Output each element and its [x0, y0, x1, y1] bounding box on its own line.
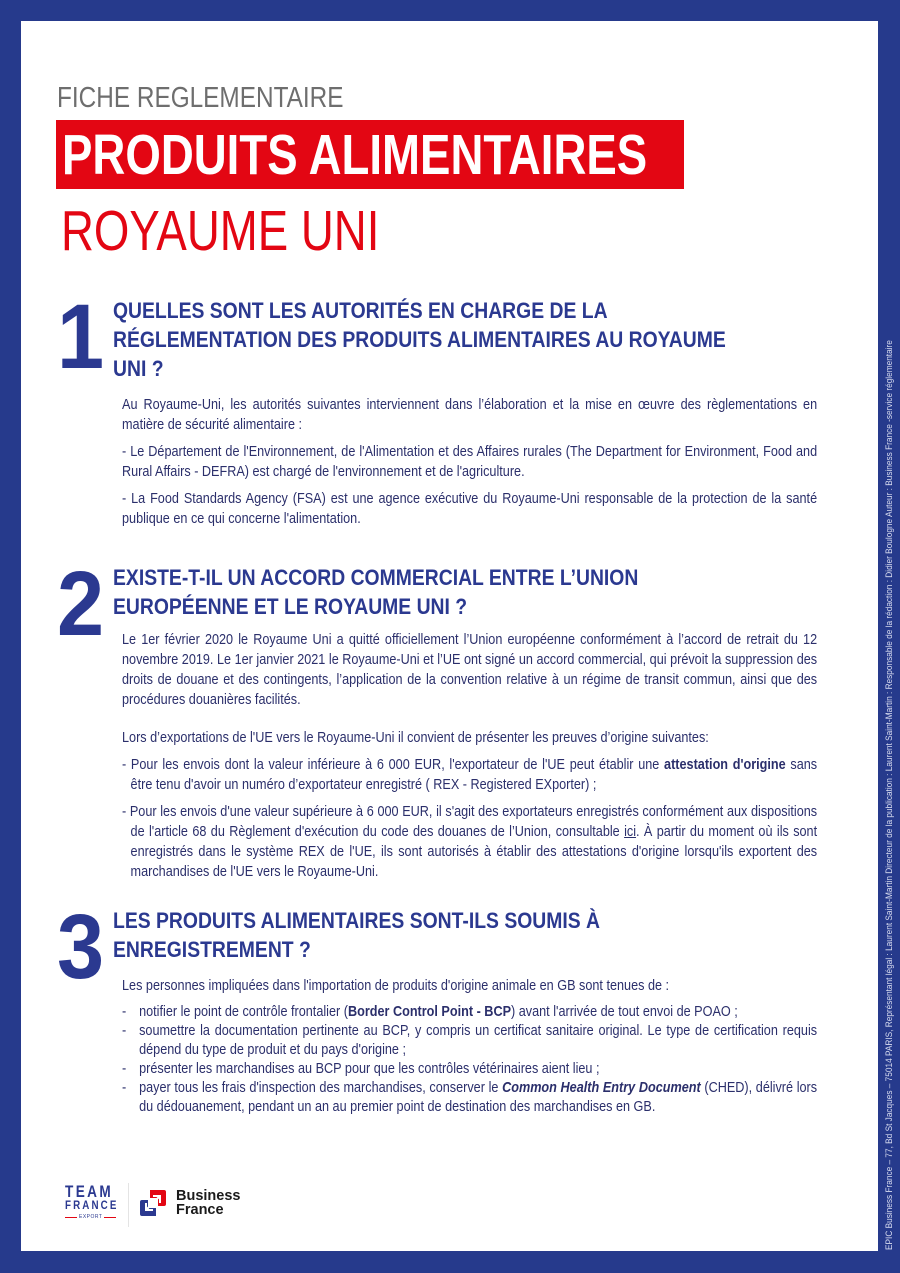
list-item	[122, 1079, 817, 1117]
consultable-ici-link[interactable]: ici	[624, 824, 637, 840]
text: . À partir du moment où ils sont enregistrés dans le système REX de l'UE, ils sont autorisés à établir des attestations d'origine lorsqu'ils exportent des marchandises de l'UE vers le Royaume-Uni.	[130, 824, 818, 880]
section-3-list	[122, 1003, 817, 1117]
section-3-lead: Les personnes impliquées dans l'importation de produits d'origine animale en GB sont tenues de :	[122, 978, 670, 994]
dash: -	[122, 1080, 127, 1096]
section-3-title	[113, 906, 827, 964]
logo-divider	[128, 1183, 129, 1227]
logo-text: Business	[176, 1188, 241, 1204]
title-banner	[56, 120, 684, 189]
section-2-item-1	[122, 755, 817, 795]
dash: -	[122, 1023, 127, 1039]
business-france-arrow-icon	[138, 1188, 168, 1218]
section-2-title	[113, 563, 827, 621]
bold-text: attestation d'origine	[664, 757, 786, 773]
section-3-number: 3	[57, 896, 105, 998]
section-3-title-line: LES PRODUITS ALIMENTAIRES SONT-ILS SOUMIS À	[113, 908, 601, 933]
list-item	[122, 1022, 817, 1060]
section-2-body	[122, 630, 817, 882]
bold-text: Border Control Point - BCP	[347, 1004, 512, 1020]
section-1-paragraph: - Le Département de l'Environnement, de l'Alimentation et des Affaires rurales (The Department for Environment, Food and Rural Affairs - DEFRA) est chargé de l'environnement et de l'agriculture.	[122, 444, 818, 480]
logo-text: TEAM	[65, 1182, 114, 1201]
text: - Pour les envois d'une valeur supérieure à 6 000 EUR, il s'agit des exportateurs enregistrés conformément aux dispositions de l'article 68 du Règlement d'exécution du code des douanes de l’Union, consultable	[122, 804, 818, 840]
logo-text: France	[176, 1202, 224, 1218]
list-item	[122, 1003, 817, 1022]
section-1-title-line: UNI ?	[113, 356, 164, 381]
section-2-title-line: EUROPÉENNE ET LE ROYAUME UNI ?	[113, 594, 468, 619]
text: - Pour les envois dont la valeur inférieure à 6 000 EUR, l'exportateur de l'UE peut établir une	[122, 757, 665, 773]
logo-text: FRANCE	[65, 1200, 119, 1212]
list-item	[122, 1060, 817, 1079]
side-legal-notice	[879, 280, 899, 1250]
section-1-number: 1	[57, 286, 105, 388]
team-france-export-logo	[65, 1183, 121, 1231]
section-2-intro: Le 1er février 2020 le Royaume Uni a quitté officiellement l’Union européenne conformément à l’accord de retrait du 12 novembre 2019. Le 1er janvier 2021 le Royaume-Uni et l’UE ont signé un accord commercial, qui prévoit la suppression des droits de douane et des contingents, l’application de la convention relative à un régime de transit commun, ainsi que des procédures douanières facilités.	[122, 632, 818, 708]
text: (CHED), délivré lors du dédouanement, pendant un an au premier point de destination des marchandises en GB.	[139, 1080, 818, 1115]
section-3-body	[122, 976, 817, 1117]
dash: -	[122, 1004, 127, 1020]
text: présenter les marchandises au BCP pour que les contrôles vétérinaires aient lieu ;	[139, 1061, 600, 1077]
section-2-title-line: EXISTE-T-IL UN ACCORD COMMERCIAL ENTRE L’UNION	[113, 565, 639, 590]
text: payer tous les frais d'inspection des marchandises, conserver le	[139, 1080, 503, 1096]
section-1-paragraph: - La Food Standards Agency (FSA) est une agence exécutive du Royaume-Uni responsable de la protection de la santé publique en ce qui concerne l'alimentation.	[122, 491, 818, 527]
document-page	[21, 21, 878, 1251]
logo-export-line	[65, 1214, 121, 1220]
document-kicker: FICHE REGLEMENTAIRE	[57, 82, 344, 114]
text: soumettre la documentation pertinente au BCP, y compris un certificat sanitaire original. Le type de certification requis dépend du type de produit et du pays d'origine ;	[139, 1023, 818, 1058]
section-1-title-line: RÉGLEMENTATION DES PRODUITS ALIMENTAIRES AU ROYAUME	[113, 327, 726, 352]
bold-italic-text: Common Health Entry Document	[502, 1080, 701, 1096]
business-france-logo-text	[176, 1189, 240, 1217]
section-1-body	[122, 395, 817, 529]
section-2-item-2	[122, 802, 817, 882]
text: notifier le point de contrôle frontalier (	[139, 1004, 348, 1020]
section-1-paragraph: Au Royaume-Uni, les autorités suivantes interviennent dans l’élaboration et la mise en œuvre des règlementations en matière de sécurité alimentaire :	[122, 397, 818, 433]
legal-text: EPIC Business France – 77, Bd St Jacques – 75014 PARIS, Représentant légal : Laurent Saint-Martin Directeur de la publication : Laurent Saint-Martin : Responsable de la rédaction : Didier Boulogne Auteur : Business France -service réglementaire	[884, 340, 894, 1250]
logo-text: EXPORT	[79, 1214, 103, 1220]
section-3-title-line: ENREGISTREMENT ?	[113, 937, 311, 962]
section-2-number: 2	[57, 553, 105, 655]
text: sans être tenu d'avoir un numéro d’exportateur enregistré ( REX - Registered EXporter) ;	[130, 757, 818, 793]
section-1-title	[113, 296, 827, 383]
dash: -	[122, 1061, 127, 1077]
section-2-lead: Lors d’exportations de l'UE vers le Royaume-Uni il convient de présenter les preuves d’origine suivantes:	[122, 730, 709, 746]
country-title: ROYAUME UNI	[61, 199, 380, 263]
document-title: PRODUITS ALIMENTAIRES	[62, 123, 648, 187]
text: ) avant l'arrivée de tout envoi de POAO ;	[511, 1004, 738, 1020]
section-1-title-line: QUELLES SONT LES AUTORITÉS EN CHARGE DE LA	[113, 298, 608, 323]
